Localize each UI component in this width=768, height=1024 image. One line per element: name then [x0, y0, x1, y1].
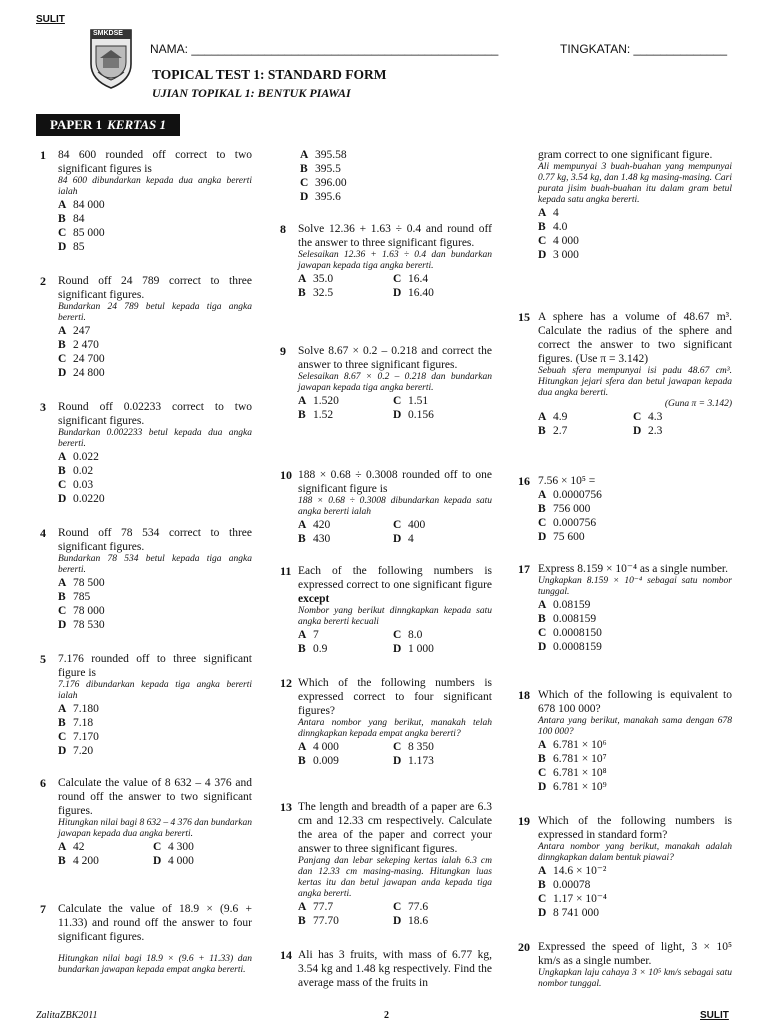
option-b: B 6.781 × 10⁷: [538, 753, 607, 765]
option-b: B 0.009: [298, 755, 339, 767]
option-b: B 2 470: [58, 339, 99, 351]
option-a: A 4: [538, 207, 559, 219]
question-number: 4: [40, 526, 46, 540]
question-number: 20: [518, 940, 530, 954]
question-number: 5: [40, 652, 46, 666]
option-d: D 0.0220: [58, 493, 105, 505]
question-number: 19: [518, 814, 530, 828]
option-c: C 0.000756: [538, 517, 597, 529]
question-text-my: Ungkapkan 8.159 × 10⁻⁴ sebagai satu nombor tunggal.: [538, 576, 732, 597]
option-b: B 2.7: [538, 425, 568, 437]
option-b: B 0.008159: [538, 613, 597, 625]
question-text-my: 188 × 0.68 ÷ 0.3008 dibundarkan kepada satu angka bererti ialah: [298, 496, 492, 517]
question-text-my: Ali mempunyai 3 buah-buahan yang mempunyai 0.77 kg, 3.54 kg, dan 1.48 kg masing-masing. Cari purata jisim buah-buahan itu dalam gram betul kepada satu angka bererti.: [538, 162, 732, 205]
question-text-my: Nombor yang berikut dinngkapkan kepada satu angka bererti kecuali: [298, 606, 492, 627]
option-c: C 24 700: [58, 353, 105, 365]
question-text-my: Antara nombor yang berikut, manakah adalah dinngkapkan dalam bentuk piawai?: [538, 842, 732, 863]
question-number: 7: [40, 902, 46, 916]
sulit-bottom: SULIT: [700, 1010, 729, 1021]
option-a: A 14.6 × 10⁻²: [538, 865, 607, 877]
option-c: C 1.51: [393, 395, 429, 407]
option-c: C 4 300: [153, 841, 194, 853]
title-my: UJIAN TOPIKAL 1: BENTUK PIAWAI: [152, 86, 351, 100]
option-d: D 0.156: [393, 409, 434, 421]
option-c: C 8.0: [393, 629, 423, 641]
question-text: The length and breadth of a paper are 6.3 cm and 12.33 cm respectively. Calculate the area of the paper and correct your answer to three significant figures.: [298, 801, 492, 855]
question-text: Express 8.159 × 10⁻⁴ as a single number.: [538, 563, 728, 575]
option-a: A 7.180: [58, 703, 99, 715]
question-number: 3: [40, 400, 46, 414]
option-c: C 396.00: [300, 177, 347, 189]
option-d: D 0.0008159: [538, 641, 602, 653]
question-number: 17: [518, 562, 530, 576]
question-number: 18: [518, 688, 530, 702]
paper-label-my: KERTAS 1: [107, 117, 167, 132]
question-text-my: Antara yang berikut, manakah sama dengan 678 100 000?: [538, 716, 732, 737]
option-a: A 0.0000756: [538, 489, 602, 501]
option-b: B 84: [58, 213, 85, 225]
option-d: D 18.6: [393, 915, 429, 927]
option-d: D 1.173: [393, 755, 434, 767]
question-number: 13: [280, 800, 292, 814]
option-d: D 75 600: [538, 531, 585, 543]
question-text-continued: gram correct to one significant figure.: [538, 149, 713, 161]
question-number: 14: [280, 948, 292, 962]
option-b: B 77.70: [298, 915, 339, 927]
option-c: C 7.170: [58, 731, 99, 743]
option-b: B 785: [58, 591, 91, 603]
logo-text: SMKDSE: [93, 30, 123, 37]
option-c: C 16.4: [393, 273, 429, 285]
question-7-options: [300, 148, 347, 204]
footer-author: ZalitaZBK2011: [36, 1010, 98, 1021]
question-text: Solve 8.67 × 0.2 – 0.218 and correct the answer to three significant figures.: [298, 345, 492, 371]
option-b: B 4 200: [58, 855, 99, 867]
option-b: B 0.00078: [538, 879, 591, 891]
question-text-my: Selesaikan 12.36 + 1.63 ÷ 0.4 dan bundarkan jawapan kepada tiga angka bererti.: [298, 250, 492, 271]
question-text-bold: except: [298, 593, 330, 605]
question-text-my: Selesaikan 8.67 × 0.2 – 0.218 dan bundarkan jawapan kepada tiga angka bererti.: [298, 372, 492, 393]
question-text: Calculate the value of 18.9 × (9.6 + 11.33) and round off the answer to four significant figures.: [58, 903, 252, 943]
option-c: C 85 000: [58, 227, 105, 239]
question-number: 11: [280, 564, 292, 578]
option-c: C 8 350: [393, 741, 434, 753]
option-d: D 8 741 000: [538, 907, 599, 919]
question-text-my: Bundarkan 78 534 betul kepada tiga angka bererti.: [58, 554, 252, 575]
question-text-my: 7.176 dibundarkan kepada tiga angka bererti ialah: [58, 680, 252, 701]
option-a: A 247: [58, 325, 91, 337]
option-d: D 6.781 × 10⁹: [538, 781, 607, 793]
title-en: TOPICAL TEST 1: STANDARD FORM: [152, 67, 387, 82]
option-a: A 6.781 × 10⁶: [538, 739, 607, 751]
question-number: 2: [40, 274, 46, 288]
question-number: 16: [518, 474, 530, 488]
option-a: A 42: [58, 841, 85, 853]
option-d: D 16.40: [393, 287, 434, 299]
question-text: 7.56 × 10⁵ =: [538, 475, 596, 487]
option-a: A 35.0: [298, 273, 334, 285]
option-a: A 84 000: [58, 199, 105, 211]
form-field: TINGKATAN: ______________: [560, 42, 727, 56]
option-d: D 78 530: [58, 619, 105, 631]
option-a: A 7: [298, 629, 319, 641]
option-d: D 1 000: [393, 643, 434, 655]
option-b: B 32.5: [298, 287, 334, 299]
option-b: B 1.52: [298, 409, 334, 421]
question-number: 8: [280, 222, 286, 236]
question-text: 188 × 0.68 ÷ 0.3008 rounded off to one significant figure is: [298, 469, 492, 495]
option-a: A 420: [298, 519, 331, 531]
option-c: C 4 000: [538, 235, 579, 247]
option-c: C 1.17 × 10⁻⁴: [538, 893, 607, 905]
question-number: 6: [40, 776, 46, 790]
option-d: D 3 000: [538, 249, 579, 261]
option-b: B 0.02: [58, 465, 94, 477]
question-number: 9: [280, 344, 286, 358]
question-text: Round off 0.02233 correct to two significant figures.: [58, 401, 252, 427]
question-number: 1: [40, 148, 46, 162]
paper-label-box: [36, 114, 180, 136]
question-text-my: Ungkapkan laju cahaya 3 × 10⁵ km/s sebagai satu nombor tunggal.: [538, 968, 732, 989]
option-d: D 7.20: [58, 745, 94, 757]
question-text: Expressed the speed of light, 3 × 10⁵ km/s as a single number.: [538, 941, 732, 967]
question-text: Each of the following numbers is expressed correct to one significant figure: [298, 565, 492, 591]
option-b: B 430: [298, 533, 331, 545]
option-b: B 756 000: [538, 503, 591, 515]
option-a: A 0.08159: [538, 599, 591, 611]
option-c: C 0.0008150: [538, 627, 602, 639]
option-a: A 4 000: [298, 741, 339, 753]
question-text: A sphere has a volume of 48.67 m³. Calculate the radius of the sphere and correct the answer to two significant figures. (Use π = 3.142): [538, 311, 732, 365]
question-text: Which of the following numbers is expressed correct to four significant figures?: [298, 677, 492, 717]
question-14-continued: [538, 148, 732, 262]
question-text: Which of the following is equivalent to 678 100 000?: [538, 689, 732, 715]
option-c: C 0.03: [58, 479, 94, 491]
option-a: A 0.022: [58, 451, 99, 463]
paper-label: PAPER 1: [50, 117, 103, 132]
option-a: A 4.9: [538, 411, 568, 423]
question-text: Round off 24 789 correct to three significant figures.: [58, 275, 252, 301]
question-text: 84 600 rounded off correct to two significant figures is: [58, 149, 252, 175]
question-text-my: 84 600 dibundarkan kepada dua angka bererti ialah: [58, 176, 252, 197]
option-d: D 85: [58, 241, 85, 253]
option-a: A 1.520: [298, 395, 339, 407]
page-number: 2: [384, 1010, 389, 1021]
option-d: D 4 000: [153, 855, 194, 867]
option-a: A 395.58: [300, 149, 347, 161]
question-text: Round off 78 534 correct to three significant figures.: [58, 527, 252, 553]
question-text-my: Bundarkan 0.002233 betul kepada dua angka bererti.: [58, 428, 252, 449]
question-text-my: Antara nombor yang berikut, manakah telah dinngkapkan kepada empat angka bererti?: [298, 718, 492, 739]
option-a: A 78 500: [58, 577, 105, 589]
question-text-my: Hitungkan nilai bagi 8 632 – 4 376 dan bundarkan jawapan kepada dua angka bererti.: [58, 818, 252, 839]
school-logo: [88, 28, 134, 90]
sulit-top: SULIT: [36, 14, 65, 25]
question-text: Calculate the value of 8 632 – 4 376 and round off the answer to two significant figures.: [58, 777, 252, 817]
option-d: D 2.3: [633, 425, 663, 437]
option-c: C 78 000: [58, 605, 105, 617]
question-text-my: Bundarkan 24 789 betul kepada tiga angka bererti.: [58, 302, 252, 323]
question-text: Which of the following numbers is expressed in standard form?: [538, 815, 732, 841]
option-c: C 4.3: [633, 411, 663, 423]
option-b: B 395.5: [300, 163, 341, 175]
question-text-my: Panjang dan lebar sekeping kertas ialah 6.3 cm dan 12.33 cm masing-masing. Hitungkan luas kertas itu dan betul jawapan anda kepada tiga angka bererti.: [298, 856, 492, 899]
option-a: A 77.7: [298, 901, 334, 913]
question-text: Solve 12.36 + 1.63 ÷ 0.4 and round off the answer to three significant figures.: [298, 223, 492, 249]
option-c: C 77.6: [393, 901, 429, 913]
question-text: Ali has 3 fruits, with mass of 6.77 kg, 3.54 kg and 1.48 kg respectively. Find the average mass of the fruits in: [298, 949, 492, 989]
question-text-my: Sebuah sfera mempunyai isi padu 48.67 cm³. Hitungkan jejari sfera dan betul jawapan kepada dua angka bererti.: [538, 366, 732, 398]
option-b: B 0.9: [298, 643, 328, 655]
question-number: 12: [280, 676, 292, 690]
name-field: NAMA: ______________________________________________: [150, 42, 499, 56]
option-c: C 400: [393, 519, 426, 531]
question-note: (Guna π = 3.142): [664, 399, 732, 409]
option-d: D 395.6: [300, 191, 341, 203]
option-c: C 6.781 × 10⁸: [538, 767, 607, 779]
question-number: 10: [280, 468, 292, 482]
option-b: B 4.0: [538, 221, 568, 233]
question-text-my: Hitungkan nilai bagi 18.9 × (9.6 + 11.33) dan bundarkan jawapan kepada empat angka bererti.: [58, 954, 252, 975]
option-b: B 7.18: [58, 717, 94, 729]
option-d: D 24 800: [58, 367, 105, 379]
option-d: D 4: [393, 533, 414, 545]
question-number: 15: [518, 310, 530, 324]
question-text: 7.176 rounded off to three significant figure is: [58, 653, 252, 679]
